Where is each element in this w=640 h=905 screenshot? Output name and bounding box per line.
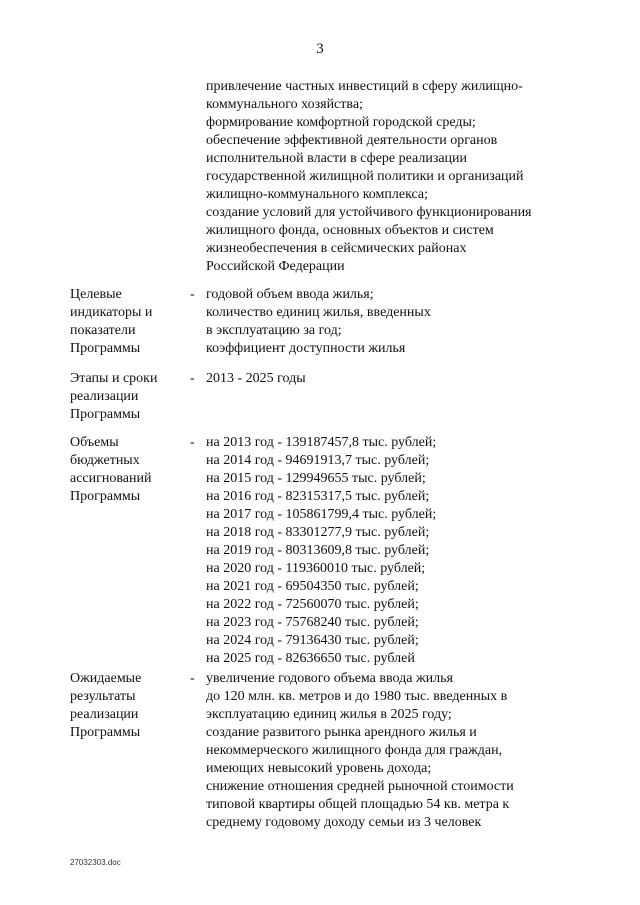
value-line: создание развитого рынка арендного жилья и [206, 725, 477, 740]
value-line: 2013 - 2025 годы [206, 371, 306, 386]
section-dash: - [190, 371, 195, 386]
section-dash: - [190, 435, 195, 450]
value-line: количество единиц жилья, введенных [206, 305, 431, 320]
label-line: Этапы и сроки [70, 371, 158, 386]
section-dash: - [190, 287, 195, 302]
budget-year-line: на 2021 год - 69504350 тыс. рублей; [206, 579, 419, 594]
label-line: Программы [70, 407, 141, 422]
section-label [70, 370, 190, 424]
intro-line: коммунального хозяйства; [206, 97, 363, 112]
value-line: до 120 млн. кв. метров и до 1980 тыс. введенных в [206, 689, 508, 704]
label-line: ассигнований [70, 471, 152, 486]
section-label [70, 670, 190, 742]
section-values [206, 670, 606, 832]
section-values [206, 286, 606, 358]
page-number: 3 [316, 41, 324, 57]
value-line: эксплуатацию единиц жилья в 2025 году; [206, 707, 452, 722]
label-line: Программы [70, 725, 141, 740]
label-line: результаты [70, 689, 136, 704]
label-line: Объемы [70, 435, 119, 450]
intro-line: создание условий для устойчивого функционирования [206, 205, 532, 220]
section-values [206, 370, 606, 388]
section-label [70, 434, 190, 506]
intro-line: государственной жилищной политики и организаций [206, 169, 524, 184]
intro-line: жилищно-коммунального комплекса; [206, 187, 429, 202]
value-line: некоммерческого жилищного фонда для граждан, [206, 743, 503, 758]
label-line: показатели [70, 323, 136, 338]
label-line: реализации [70, 707, 139, 722]
intro-text-block [206, 78, 606, 276]
value-line: типовой квартиры общей площадью 54 кв. метра к [206, 797, 510, 812]
intro-line: жилищного фонда, основных объектов и систем [206, 223, 494, 238]
value-line: снижение отношения средней рыночной стоимости [206, 779, 514, 794]
section-label [70, 286, 190, 358]
label-line: Ожидаемые [70, 671, 142, 686]
section-dash: - [190, 671, 195, 686]
intro-line: обеспечение эффективной деятельности органов [206, 133, 498, 148]
value-line: в эксплуатацию за год; [206, 323, 342, 338]
budget-year-line: на 2023 год - 75768240 тыс. рублей; [206, 615, 419, 630]
budget-year-line: на 2019 год - 80313609,8 тыс. рублей; [206, 543, 430, 558]
intro-line: исполнительной власти в сфере реализации [206, 151, 468, 166]
label-line: индикаторы и [70, 305, 153, 320]
intro-line: Российской Федерации [206, 259, 345, 274]
intro-line: привлечение частных инвестиций в сферу жилищно- [206, 79, 523, 94]
label-line: Программы [70, 489, 141, 504]
value-line: увеличение годового объема ввода жилья [206, 671, 453, 686]
value-line: годовой объем ввода жилья; [206, 287, 374, 302]
label-line: Целевые [70, 287, 122, 302]
footer-filename: 27032303.doc [70, 858, 121, 867]
label-line: бюджетных [70, 453, 140, 468]
budget-year-line: на 2025 год - 82636650 тыс. рублей [206, 651, 415, 666]
budget-year-line: на 2020 год - 119360010 тыс. рублей; [206, 561, 426, 576]
budget-year-line: на 2022 год - 72560070 тыс. рублей; [206, 597, 419, 612]
budget-year-line: на 2017 год - 105861799,4 тыс. рублей; [206, 507, 437, 522]
budget-year-line: на 2024 год - 79136430 тыс. рублей; [206, 633, 419, 648]
budget-year-line: на 2015 год - 129949655 тыс. рублей; [206, 471, 426, 486]
budget-year-line: на 2014 год - 94691913,7 тыс. рублей; [206, 453, 430, 468]
value-line: имеющих невысокий уровень дохода; [206, 761, 432, 776]
budget-year-line: на 2013 год - 139187457,8 тыс. рублей; [206, 435, 437, 450]
label-line: Программы [70, 341, 141, 356]
intro-line: жизнеобеспечения в сейсмических районах [206, 241, 467, 256]
budget-year-line: на 2018 год - 83301277,9 тыс. рублей; [206, 525, 430, 540]
value-line: коэффициент доступности жилья [206, 341, 406, 356]
budget-year-line: на 2016 год - 82315317,5 тыс. рублей; [206, 489, 430, 504]
intro-line: формирование комфортной городской среды; [206, 115, 476, 130]
value-line: среднему годовому доходу семьи из 3 человек [206, 815, 482, 830]
section-values [206, 434, 606, 668]
label-line: реализации [70, 389, 139, 404]
